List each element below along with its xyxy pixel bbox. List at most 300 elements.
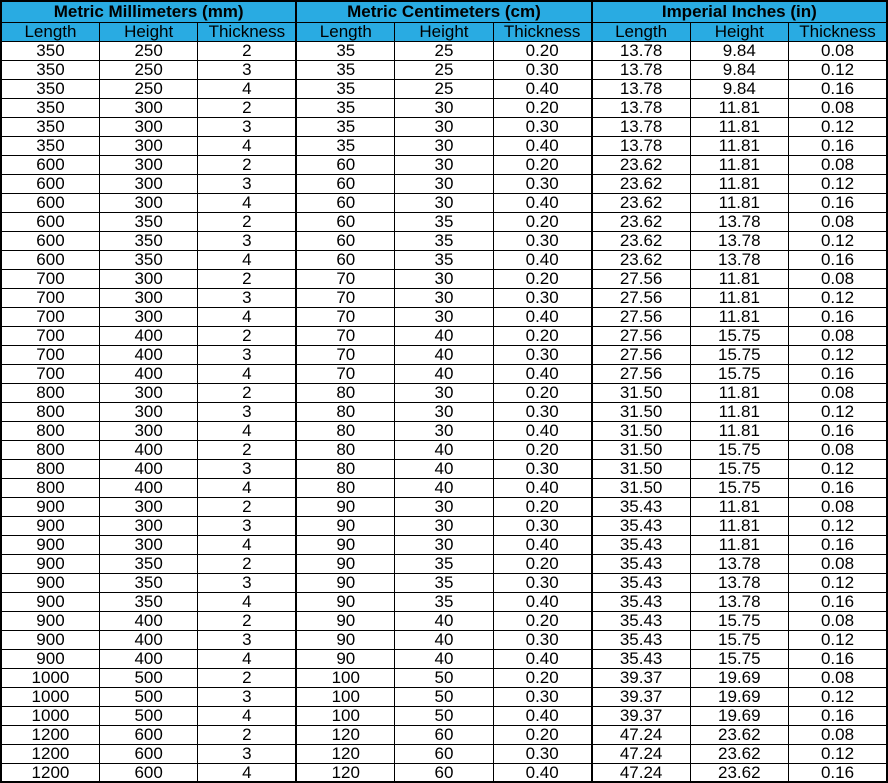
table-cell: 1000: [1, 687, 99, 706]
table-cell: 4: [198, 763, 296, 782]
table-cell: 0.08: [789, 98, 888, 117]
table-cell: 400: [99, 345, 197, 364]
table-cell: 0.08: [789, 725, 888, 744]
table-row: [1, 516, 887, 535]
table-cell: 11.81: [690, 516, 788, 535]
table-cell: 13.78: [690, 592, 788, 611]
table-cell: 15.75: [690, 459, 788, 478]
table-cell: 15.75: [690, 364, 788, 383]
table-cell: 4: [198, 535, 296, 554]
table-cell: 900: [1, 611, 99, 630]
table-cell: 0.08: [789, 212, 888, 231]
table-cell: 80: [296, 478, 394, 497]
table-cell: 300: [99, 98, 197, 117]
table-cell: 39.37: [592, 668, 690, 687]
table-cell: 0.16: [789, 136, 888, 155]
table-cell: 0.40: [493, 649, 591, 668]
table-cell: 500: [99, 706, 197, 725]
table-cell: 23.62: [592, 231, 690, 250]
table-row: [1, 554, 887, 573]
table-row: [1, 98, 887, 117]
table-cell: 35: [296, 117, 394, 136]
table-cell: 0.12: [789, 288, 888, 307]
table-cell: 9.84: [690, 41, 788, 60]
col-header-cm-height: Height: [395, 22, 493, 41]
table-row: [1, 364, 887, 383]
table-cell: 11.81: [690, 136, 788, 155]
table-cell: 23.62: [690, 763, 788, 782]
table-cell: 35.43: [592, 554, 690, 573]
table-cell: 120: [296, 744, 394, 763]
table-cell: 13.78: [592, 117, 690, 136]
table-cell: 2: [198, 98, 296, 117]
table-cell: 800: [1, 402, 99, 421]
table-cell: 700: [1, 307, 99, 326]
table-cell: 900: [1, 497, 99, 516]
table-cell: 0.20: [493, 668, 591, 687]
table-cell: 70: [296, 345, 394, 364]
table-cell: 0.40: [493, 478, 591, 497]
table-cell: 0.20: [493, 155, 591, 174]
group-title-cm: Metric Centimeters (cm): [296, 1, 591, 22]
table-cell: 60: [296, 155, 394, 174]
table-cell: 31.50: [592, 459, 690, 478]
table-cell: 30: [395, 98, 493, 117]
table-cell: 90: [296, 630, 394, 649]
table-cell: 4: [198, 706, 296, 725]
table-cell: 80: [296, 383, 394, 402]
table-cell: 800: [1, 459, 99, 478]
table-cell: 3: [198, 687, 296, 706]
table-row: [1, 402, 887, 421]
group-title-row: [1, 1, 887, 22]
table-cell: 30: [395, 383, 493, 402]
table-cell: 11.81: [690, 117, 788, 136]
table-cell: 30: [395, 535, 493, 554]
table-cell: 31.50: [592, 440, 690, 459]
table-cell: 900: [1, 630, 99, 649]
table-row: [1, 79, 887, 98]
table-cell: 0.30: [493, 288, 591, 307]
table-cell: 35.43: [592, 535, 690, 554]
table-row: [1, 497, 887, 516]
table-cell: 15.75: [690, 345, 788, 364]
table-cell: 35.43: [592, 516, 690, 535]
table-cell: 60: [296, 212, 394, 231]
table-cell: 13.78: [592, 60, 690, 79]
table-cell: 13.78: [592, 136, 690, 155]
table-cell: 0.20: [493, 440, 591, 459]
table-cell: 31.50: [592, 421, 690, 440]
table-cell: 0.08: [789, 497, 888, 516]
table-cell: 30: [395, 516, 493, 535]
table-cell: 900: [1, 535, 99, 554]
table-cell: 0.40: [493, 79, 591, 98]
table-cell: 3: [198, 459, 296, 478]
table-row: [1, 269, 887, 288]
table-cell: 0.16: [789, 193, 888, 212]
table-cell: 40: [395, 478, 493, 497]
table-cell: 70: [296, 288, 394, 307]
col-header-in-thickness: Thickness: [789, 22, 888, 41]
table-cell: 3: [198, 345, 296, 364]
table-cell: 700: [1, 326, 99, 345]
table-cell: 350: [1, 79, 99, 98]
table-cell: 0.08: [789, 554, 888, 573]
table-cell: 0.08: [789, 440, 888, 459]
table-header: [1, 1, 887, 41]
table-cell: 300: [99, 269, 197, 288]
table-cell: 300: [99, 136, 197, 155]
table-cell: 23.62: [592, 174, 690, 193]
group-title-mm: Metric Millimeters (mm): [1, 1, 296, 22]
table-cell: 0.30: [493, 231, 591, 250]
table-cell: 800: [1, 383, 99, 402]
table-cell: 400: [99, 478, 197, 497]
table-cell: 300: [99, 383, 197, 402]
table-cell: 0.20: [493, 41, 591, 60]
table-cell: 35: [296, 79, 394, 98]
table-row: [1, 421, 887, 440]
table-cell: 300: [99, 307, 197, 326]
table-cell: 0.12: [789, 231, 888, 250]
table-cell: 0.08: [789, 155, 888, 174]
table-cell: 70: [296, 307, 394, 326]
table-cell: 0.16: [789, 763, 888, 782]
table-cell: 0.30: [493, 630, 591, 649]
table-cell: 0.08: [789, 41, 888, 60]
table-cell: 90: [296, 592, 394, 611]
table-cell: 40: [395, 326, 493, 345]
table-row: [1, 459, 887, 478]
table-cell: 0.40: [493, 307, 591, 326]
table-cell: 250: [99, 41, 197, 60]
table-cell: 3: [198, 573, 296, 592]
table-cell: 3: [198, 630, 296, 649]
table-cell: 27.56: [592, 326, 690, 345]
table-cell: 600: [99, 744, 197, 763]
table-cell: 0.20: [493, 269, 591, 288]
table-cell: 0.16: [789, 592, 888, 611]
table-row: [1, 231, 887, 250]
table-cell: 39.37: [592, 706, 690, 725]
table-row: [1, 706, 887, 725]
col-header-in-length: Length: [592, 22, 690, 41]
table-cell: 2: [198, 611, 296, 630]
table-cell: 350: [1, 117, 99, 136]
table-cell: 0.16: [789, 421, 888, 440]
col-header-mm-thickness: Thickness: [198, 22, 296, 41]
table-cell: 300: [99, 516, 197, 535]
table-cell: 30: [395, 117, 493, 136]
table-cell: 0.30: [493, 573, 591, 592]
table-cell: 35.43: [592, 592, 690, 611]
table-cell: 23.62: [690, 725, 788, 744]
table-cell: 15.75: [690, 649, 788, 668]
table-cell: 23.62: [690, 744, 788, 763]
table-cell: 0.40: [493, 763, 591, 782]
table-cell: 11.81: [690, 155, 788, 174]
table-cell: 800: [1, 440, 99, 459]
table-cell: 0.20: [493, 554, 591, 573]
table-cell: 11.81: [690, 307, 788, 326]
table-cell: 27.56: [592, 364, 690, 383]
table-cell: 31.50: [592, 402, 690, 421]
table-cell: 30: [395, 288, 493, 307]
table-row: [1, 744, 887, 763]
table-cell: 40: [395, 630, 493, 649]
table-cell: 19.69: [690, 668, 788, 687]
table-row: [1, 383, 887, 402]
table-cell: 0.40: [493, 706, 591, 725]
table-cell: 70: [296, 326, 394, 345]
table-cell: 27.56: [592, 345, 690, 364]
table-cell: 11.81: [690, 193, 788, 212]
table-cell: 2: [198, 326, 296, 345]
table-row: [1, 136, 887, 155]
col-header-mm-length: Length: [1, 22, 99, 41]
table-cell: 2: [198, 554, 296, 573]
table-cell: 0.12: [789, 174, 888, 193]
table-cell: 30: [395, 193, 493, 212]
table-cell: 15.75: [690, 630, 788, 649]
table-cell: 600: [1, 231, 99, 250]
table-cell: 60: [296, 250, 394, 269]
table-cell: 300: [99, 402, 197, 421]
table-row: [1, 478, 887, 497]
table-cell: 9.84: [690, 60, 788, 79]
table-cell: 350: [1, 60, 99, 79]
table-cell: 0.16: [789, 478, 888, 497]
table-cell: 0.20: [493, 383, 591, 402]
table-cell: 25: [395, 60, 493, 79]
table-cell: 23.62: [592, 250, 690, 269]
table-cell: 27.56: [592, 269, 690, 288]
table-row: [1, 288, 887, 307]
table-cell: 11.81: [690, 269, 788, 288]
col-header-mm-height: Height: [99, 22, 197, 41]
table-cell: 35: [395, 592, 493, 611]
table-cell: 0.12: [789, 744, 888, 763]
table-cell: 500: [99, 687, 197, 706]
table-row: [1, 592, 887, 611]
table-cell: 90: [296, 516, 394, 535]
col-header-cm-length: Length: [296, 22, 394, 41]
table-cell: 60: [395, 725, 493, 744]
table-cell: 4: [198, 421, 296, 440]
table-cell: 40: [395, 345, 493, 364]
table-cell: 50: [395, 668, 493, 687]
table-cell: 0.16: [789, 79, 888, 98]
table-cell: 350: [99, 250, 197, 269]
table-cell: 39.37: [592, 687, 690, 706]
table-cell: 30: [395, 174, 493, 193]
table-cell: 4: [198, 478, 296, 497]
table-cell: 40: [395, 364, 493, 383]
table-cell: 90: [296, 535, 394, 554]
table-cell: 35.43: [592, 497, 690, 516]
table-cell: 70: [296, 364, 394, 383]
table-cell: 1200: [1, 763, 99, 782]
table-row: [1, 687, 887, 706]
table-cell: 60: [296, 231, 394, 250]
table-cell: 1200: [1, 725, 99, 744]
table-cell: 300: [99, 421, 197, 440]
table-cell: 30: [395, 307, 493, 326]
table-cell: 3: [198, 174, 296, 193]
table-cell: 120: [296, 763, 394, 782]
table-cell: 400: [99, 440, 197, 459]
table-cell: 600: [1, 174, 99, 193]
table-cell: 0.12: [789, 402, 888, 421]
table-cell: 0.30: [493, 516, 591, 535]
table-cell: 30: [395, 269, 493, 288]
table-cell: 11.81: [690, 402, 788, 421]
table-row: [1, 611, 887, 630]
table-cell: 40: [395, 649, 493, 668]
table-cell: 25: [395, 41, 493, 60]
table-cell: 60: [395, 744, 493, 763]
col-header-in-height: Height: [690, 22, 788, 41]
table-cell: 300: [99, 193, 197, 212]
table-cell: 50: [395, 687, 493, 706]
table-cell: 900: [1, 516, 99, 535]
table-cell: 900: [1, 592, 99, 611]
table-cell: 800: [1, 478, 99, 497]
table-cell: 0.40: [493, 136, 591, 155]
table-cell: 0.16: [789, 250, 888, 269]
table-cell: 2: [198, 725, 296, 744]
table-cell: 350: [1, 98, 99, 117]
table-cell: 90: [296, 573, 394, 592]
col-header-cm-thickness: Thickness: [493, 22, 591, 41]
table-cell: 2: [198, 41, 296, 60]
table-cell: 4: [198, 649, 296, 668]
table-cell: 47.24: [592, 763, 690, 782]
table-row: [1, 117, 887, 136]
table-cell: 0.40: [493, 364, 591, 383]
table-cell: 0.40: [493, 535, 591, 554]
table-cell: 0.16: [789, 364, 888, 383]
table-cell: 27.56: [592, 307, 690, 326]
table-cell: 400: [99, 630, 197, 649]
table-cell: 500: [99, 668, 197, 687]
table-cell: 0.16: [789, 535, 888, 554]
table-cell: 250: [99, 60, 197, 79]
table-cell: 3: [198, 516, 296, 535]
table-cell: 0.12: [789, 345, 888, 364]
table-cell: 0.08: [789, 326, 888, 345]
table-cell: 0.40: [493, 193, 591, 212]
table-cell: 90: [296, 497, 394, 516]
table-cell: 300: [99, 497, 197, 516]
table-cell: 23.62: [592, 155, 690, 174]
table-cell: 35.43: [592, 611, 690, 630]
table-cell: 300: [99, 117, 197, 136]
table-row: [1, 763, 887, 782]
table-cell: 13.78: [592, 98, 690, 117]
table-cell: 60: [395, 763, 493, 782]
table-cell: 80: [296, 402, 394, 421]
table-cell: 700: [1, 288, 99, 307]
table-cell: 4: [198, 307, 296, 326]
table-cell: 400: [99, 459, 197, 478]
table-cell: 0.08: [789, 668, 888, 687]
table-cell: 40: [395, 611, 493, 630]
table-cell: 700: [1, 345, 99, 364]
table-cell: 11.81: [690, 421, 788, 440]
table-cell: 3: [198, 402, 296, 421]
table-row: [1, 193, 887, 212]
table-cell: 90: [296, 611, 394, 630]
table-cell: 25: [395, 79, 493, 98]
table-cell: 3: [198, 117, 296, 136]
table-row: [1, 155, 887, 174]
group-title-in: Imperial Inches (in): [592, 1, 887, 22]
table-cell: 15.75: [690, 478, 788, 497]
table-cell: 2: [198, 440, 296, 459]
table-cell: 15.75: [690, 326, 788, 345]
table-cell: 300: [99, 535, 197, 554]
table-cell: 300: [99, 288, 197, 307]
table-cell: 2: [198, 269, 296, 288]
table-row: [1, 630, 887, 649]
table-row: [1, 725, 887, 744]
table-cell: 0.20: [493, 725, 591, 744]
table-cell: 35.43: [592, 630, 690, 649]
table-cell: 0.12: [789, 573, 888, 592]
table-cell: 15.75: [690, 440, 788, 459]
table-cell: 600: [99, 725, 197, 744]
table-cell: 11.81: [690, 497, 788, 516]
table-cell: 350: [99, 554, 197, 573]
table-cell: 19.69: [690, 687, 788, 706]
table-cell: 700: [1, 364, 99, 383]
table-row: [1, 535, 887, 554]
table-cell: 2: [198, 497, 296, 516]
table-cell: 0.12: [789, 459, 888, 478]
table-cell: 250: [99, 79, 197, 98]
table-cell: 80: [296, 440, 394, 459]
table-cell: 35.43: [592, 649, 690, 668]
table-cell: 11.81: [690, 535, 788, 554]
table-cell: 50: [395, 706, 493, 725]
table-cell: 40: [395, 440, 493, 459]
table-cell: 35: [296, 98, 394, 117]
table-cell: 35: [296, 60, 394, 79]
table-cell: 90: [296, 649, 394, 668]
table-cell: 70: [296, 269, 394, 288]
table-cell: 4: [198, 136, 296, 155]
table-cell: 23.62: [592, 193, 690, 212]
table-cell: 0.12: [789, 60, 888, 79]
table-cell: 0.12: [789, 687, 888, 706]
table-cell: 350: [99, 573, 197, 592]
table-cell: 100: [296, 706, 394, 725]
table-cell: 0.08: [789, 269, 888, 288]
column-header-row: [1, 22, 887, 41]
table-cell: 80: [296, 459, 394, 478]
table-cell: 0.20: [493, 611, 591, 630]
table-cell: 600: [1, 212, 99, 231]
table-cell: 0.40: [493, 592, 591, 611]
table-cell: 30: [395, 136, 493, 155]
table-cell: 600: [1, 193, 99, 212]
table-cell: 800: [1, 421, 99, 440]
table-cell: 700: [1, 269, 99, 288]
table-cell: 0.12: [789, 630, 888, 649]
table-cell: 600: [99, 763, 197, 782]
